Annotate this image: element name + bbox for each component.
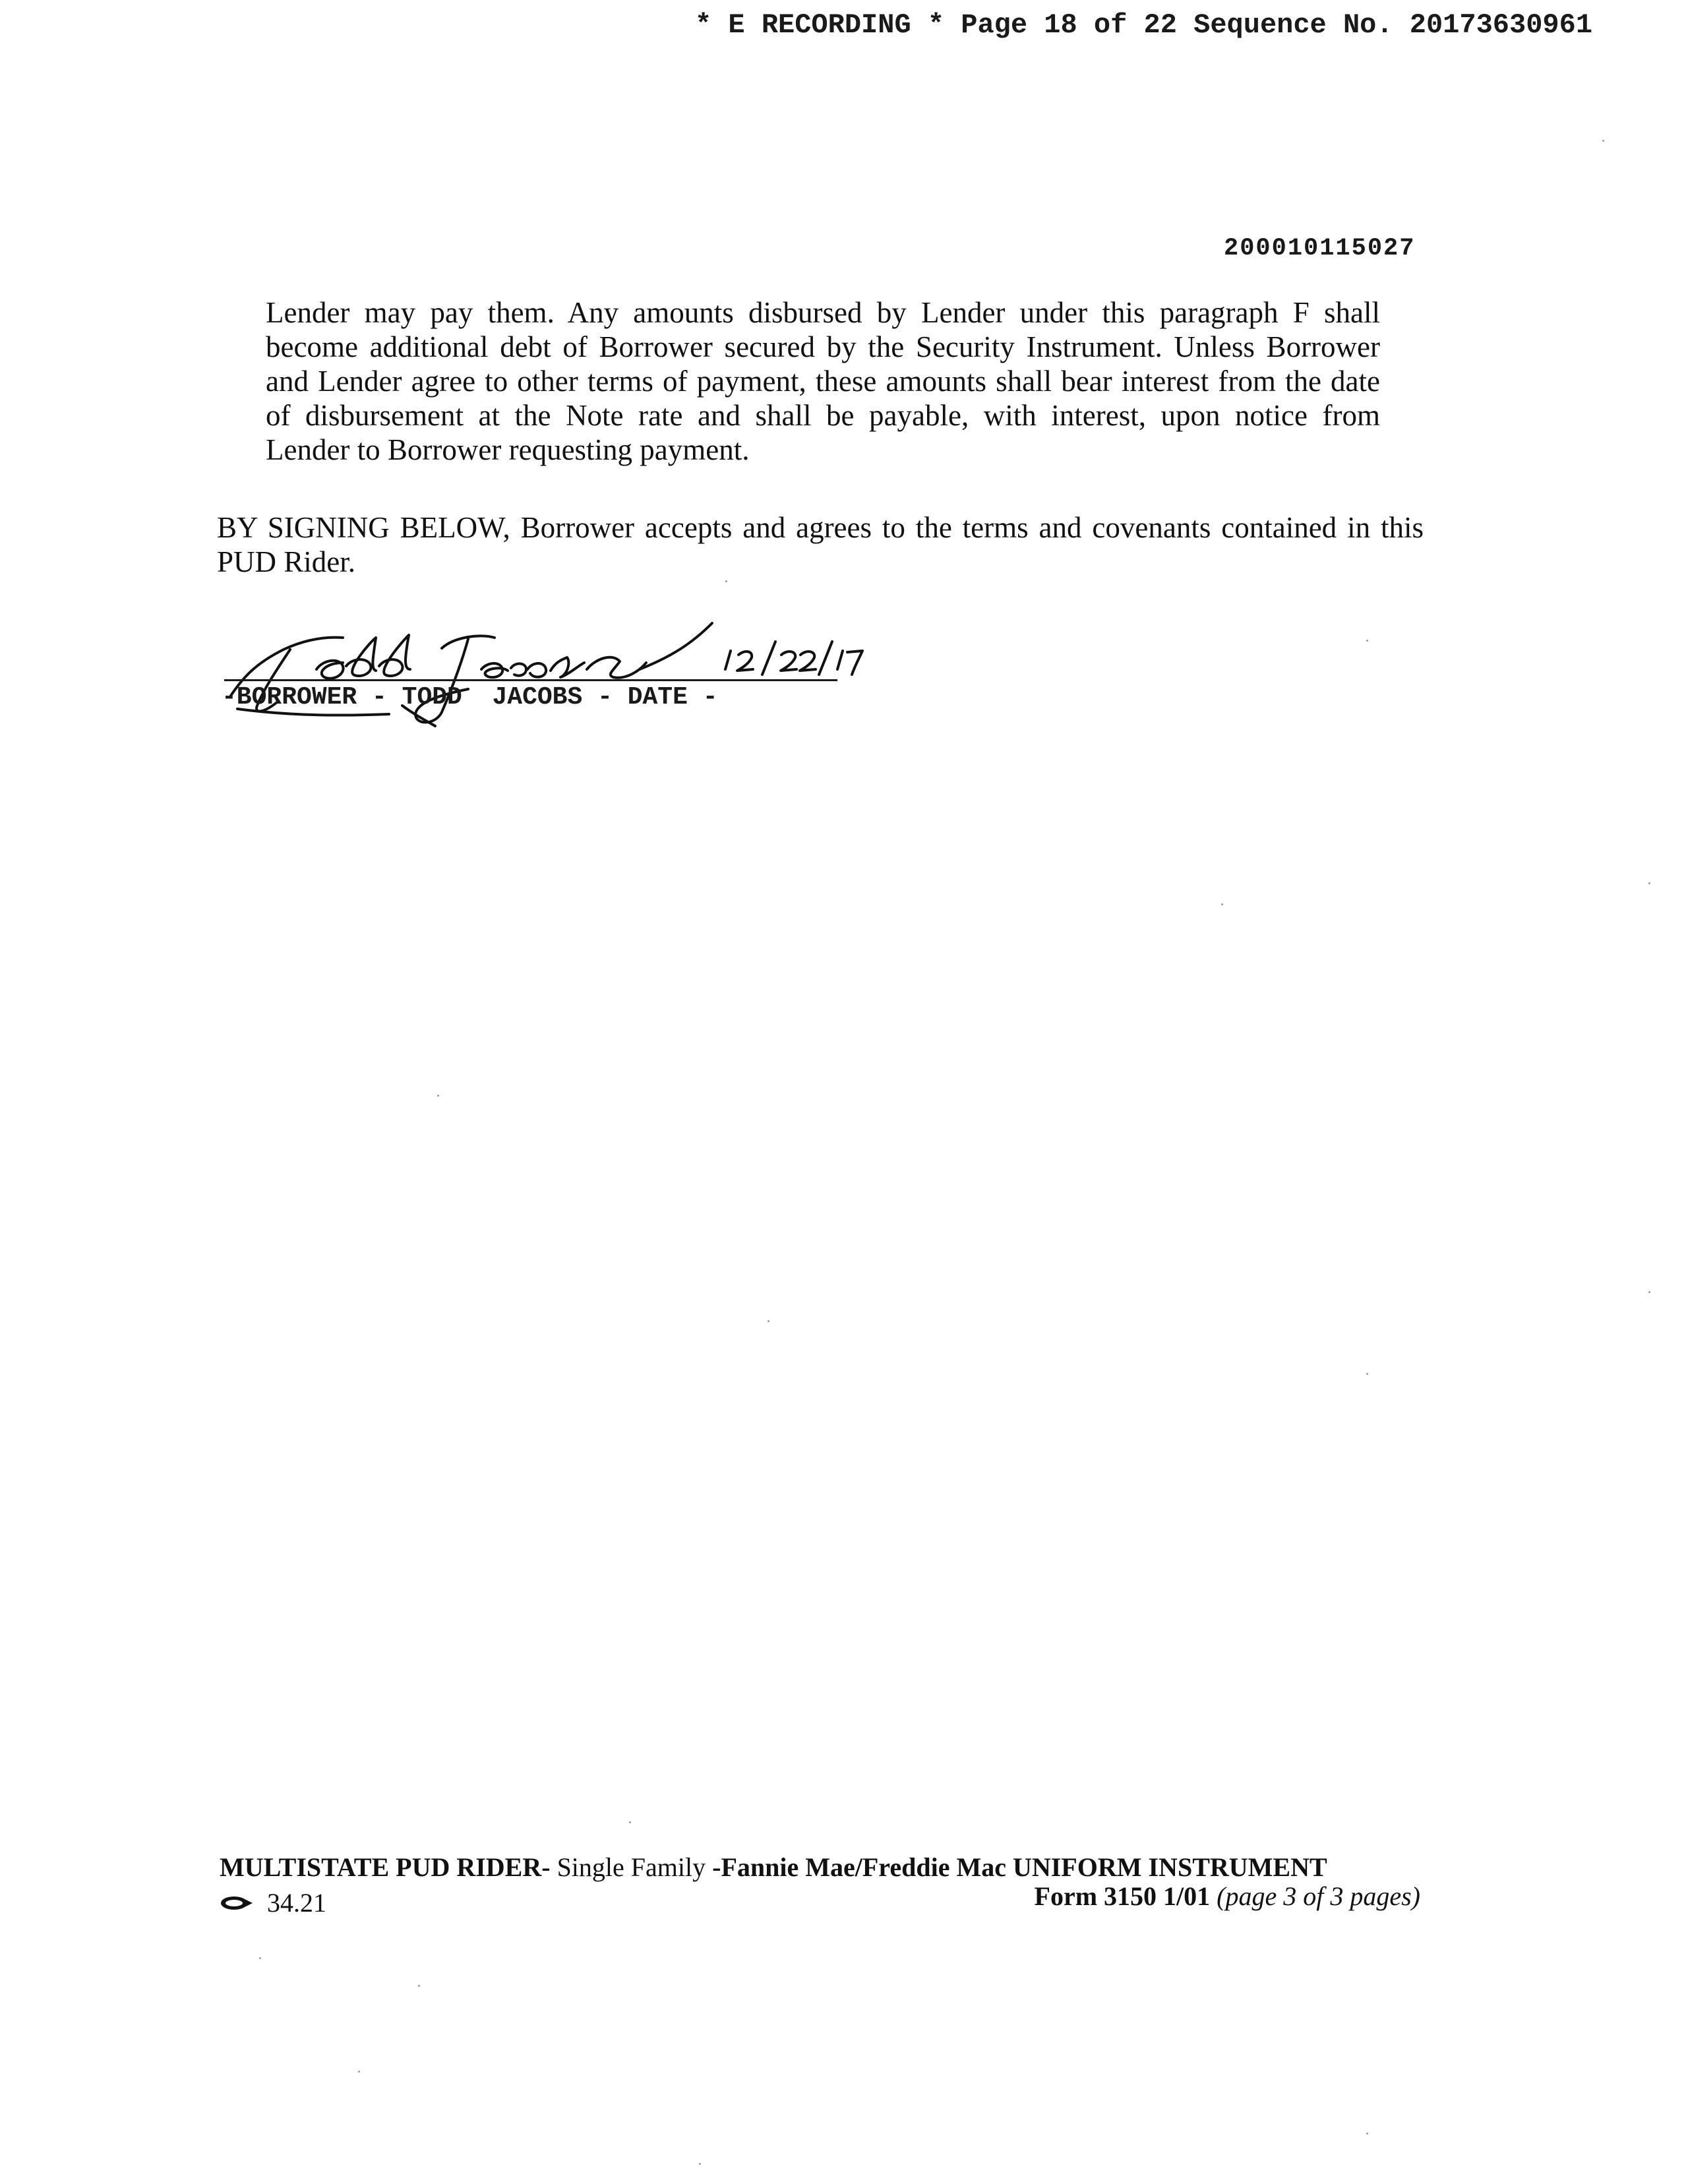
paragraph-line: and Lender agree to other terms of payment, these amounts shall bear interest from the date: [266, 365, 1380, 398]
scan-speck: [1366, 1373, 1368, 1375]
form-label: Form 3150 1/01: [1034, 1881, 1211, 1911]
paragraph-f-continuation: [266, 295, 1380, 467]
scan-speck: [1648, 1291, 1650, 1293]
signature-line: [224, 679, 837, 681]
scan-speck: [1221, 903, 1223, 905]
scan-speck: [437, 1095, 439, 1097]
paragraph-line: Lender to Borrower requesting payment.: [266, 433, 750, 466]
footer-code: [220, 1887, 326, 1918]
paragraph-line: of disbursement at the Note rate and shall be payable, with interest, upon notice from: [266, 399, 1380, 432]
page-note: (page 3 of 3 pages): [1217, 1881, 1420, 1911]
scan-speck: [358, 2071, 360, 2073]
scan-speck: [259, 1957, 261, 1959]
footer-title-part: Single Family: [550, 1852, 713, 1882]
signing-line: BY SIGNING BELOW, Borrower accepts and agrees to the terms and covenants contained in this: [217, 511, 1424, 544]
scan-speck: [1602, 140, 1604, 142]
scan-speck: [699, 2163, 701, 2165]
footer-title: [220, 1852, 1327, 1883]
footer-form-info: [1035, 1881, 1420, 1912]
paragraph-line: become additional debt of Borrower secured by the Security Instrument. Unless Borrower: [266, 330, 1380, 363]
scan-speck: [1366, 2133, 1368, 2135]
recording-header: * E RECORDING * Page 18 of 22 Sequence No. 20173630961: [695, 9, 1593, 41]
form-vendor-logo-icon: [220, 1895, 254, 1912]
scan-speck: [725, 580, 727, 582]
signature-label: -BORROWER - TODD JACOBS - DATE -: [222, 683, 718, 712]
scan-speck: [1366, 640, 1368, 642]
footer-title-part: MULTISTATE PUD RIDER-: [220, 1852, 551, 1882]
signing-line: PUD Rider.: [217, 545, 356, 578]
scan-speck: [418, 1985, 420, 1987]
scan-speck: [629, 1821, 631, 1823]
document-number: 200010115027: [1224, 235, 1416, 262]
footer-title-part: -Fannie Mae/Freddie Mac UNIFORM INSTRUMENT: [712, 1852, 1327, 1882]
form-code: 34.21: [267, 1888, 326, 1918]
signing-statement: [217, 510, 1424, 579]
scan-speck: [1648, 882, 1650, 884]
scan-speck: [768, 1320, 769, 1322]
paragraph-line: Lender may pay them. Any amounts disbursed by Lender under this paragraph F shall: [266, 296, 1380, 329]
